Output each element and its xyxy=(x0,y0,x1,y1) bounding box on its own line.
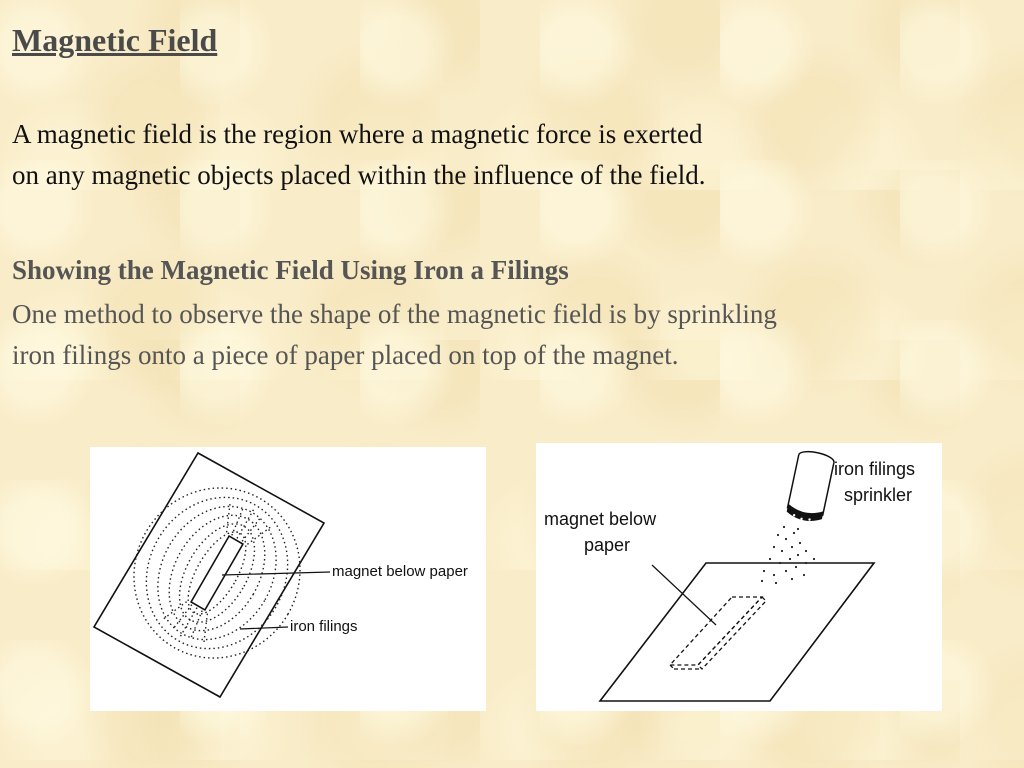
intro-line-1: A magnetic field is the region where a magnetic force is exerted xyxy=(12,119,703,149)
intro-line-2: on any magnetic objects placed within the influence of the field. xyxy=(12,160,706,190)
hidden-magnet xyxy=(670,597,766,669)
method-line-2: iron filings onto a piece of paper placed on top of the magnet. xyxy=(12,340,679,370)
method-line-1: One method to observe the shape of the magnetic field is by sprinkling xyxy=(12,299,777,329)
paper-sheet xyxy=(600,563,874,701)
label-sprinkler-line-2: sprinkler xyxy=(844,485,913,505)
field-lines-figure xyxy=(90,447,486,711)
label-iron-filings: iron filings xyxy=(290,618,358,635)
magnet-leader-line xyxy=(222,572,330,575)
magnet-leader-line xyxy=(652,565,716,625)
label-magnet-line-2: paper xyxy=(584,535,631,555)
intro-paragraph xyxy=(12,114,1012,196)
section-subheading: Showing the Magnetic Field Using Iron a Filings xyxy=(12,255,569,285)
bar-magnet xyxy=(191,536,243,610)
label-sprinkler-line-1: iron filings xyxy=(834,459,916,479)
method-paragraph xyxy=(12,294,1012,376)
label-magnet-line-1: magnet below xyxy=(544,509,657,529)
sprinkler-figure xyxy=(536,443,942,711)
sprinkler-icon xyxy=(786,449,836,524)
filings-spray xyxy=(761,526,815,584)
filings-leader-line xyxy=(240,627,288,629)
label-magnet-below-paper: magnet below paper xyxy=(332,563,468,580)
slide-title: Magnetic Field xyxy=(12,22,218,58)
